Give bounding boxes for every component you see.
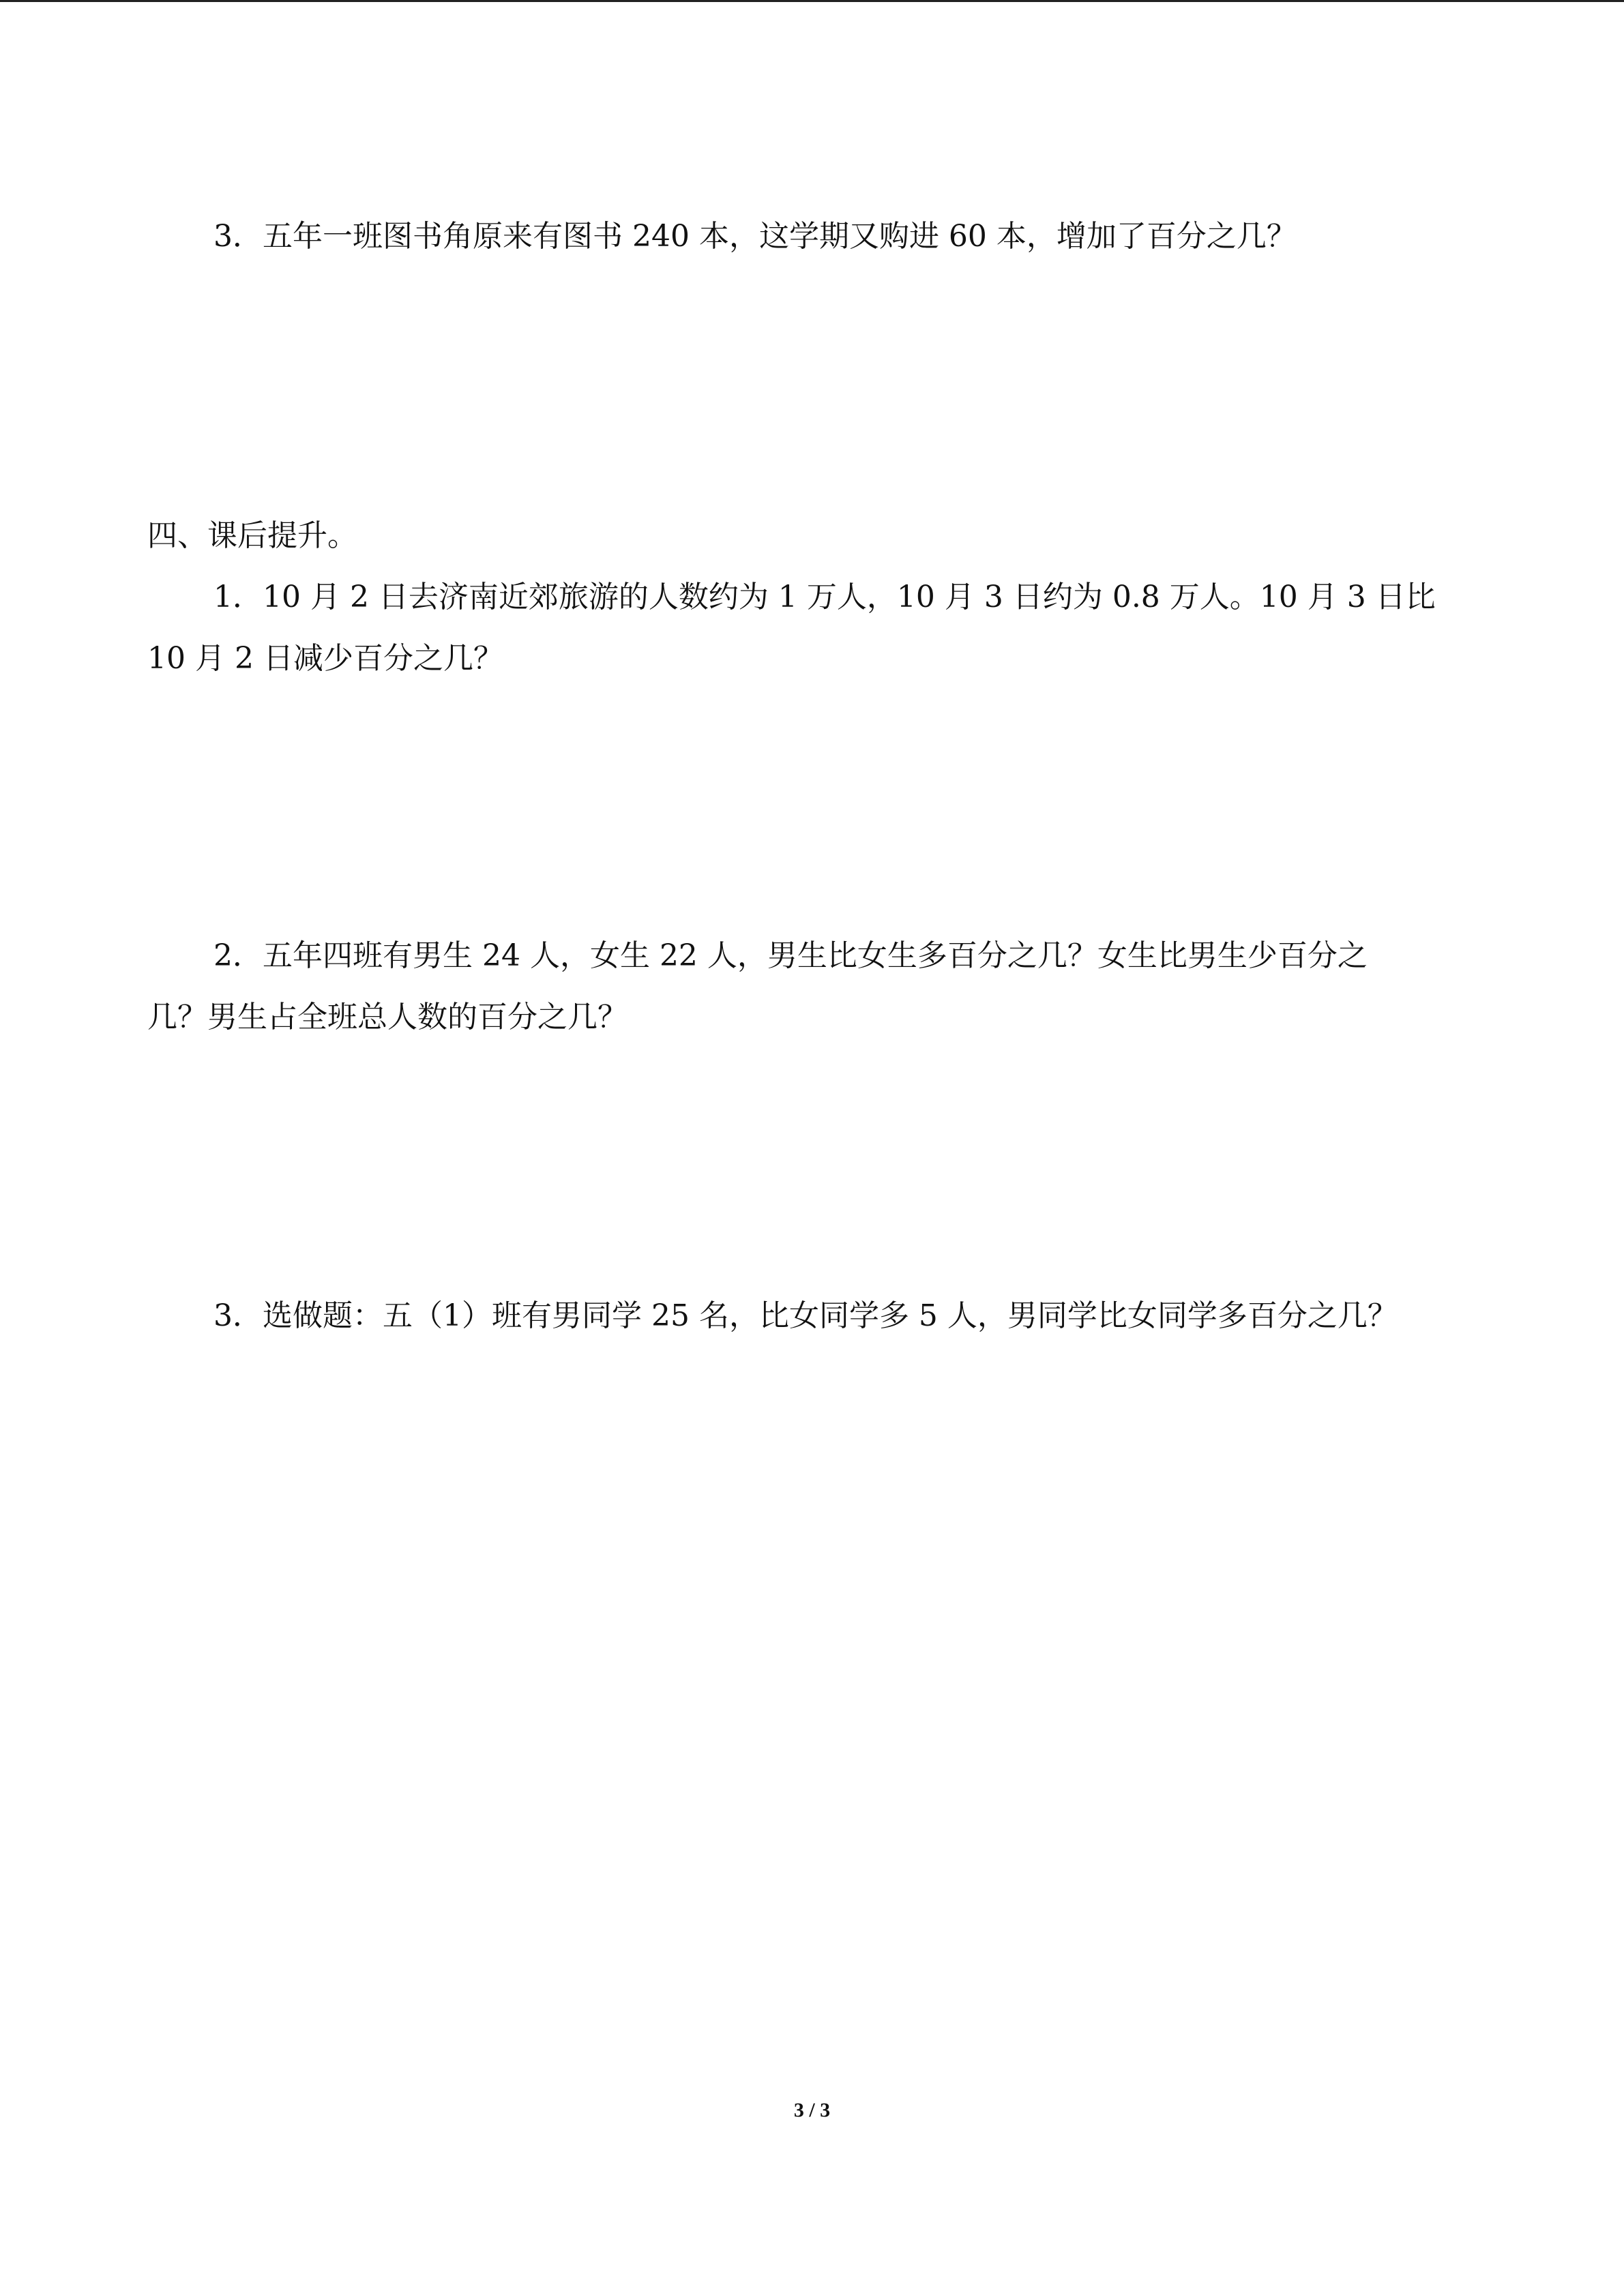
question-1-line-1: 1．10 月 2 日去济南近郊旅游的人数约为 1 万人，10 月 3 日约为 0.8 万人。10 月 3 日比: [213, 580, 1436, 614]
question-2-line-2: 几？男生占全班总人数的百分之几？: [147, 1000, 628, 1034]
question-3-optional-text: 3．选做题：五（1）班有男同学 25 名，比女同学多 5 人，男同学比女同学多百分之几？: [213, 1298, 1398, 1333]
section-heading: 四、课后提升。: [147, 518, 357, 553]
question-1-line-2: 10 月 2 日减少百分之几？: [147, 641, 503, 676]
question-3-text: 3．五年一班图书角原来有图书 240 本，这学期又购进 60 本，增加了百分之几？: [213, 219, 1297, 254]
question-2-line-1: 2．五年四班有男生 24 人，女生 22 人，男生比女生多百分之几？女生比男生少百分之: [213, 938, 1368, 973]
page-number: 3 / 3: [793, 2099, 831, 2121]
page-top-border: [0, 0, 1624, 2]
